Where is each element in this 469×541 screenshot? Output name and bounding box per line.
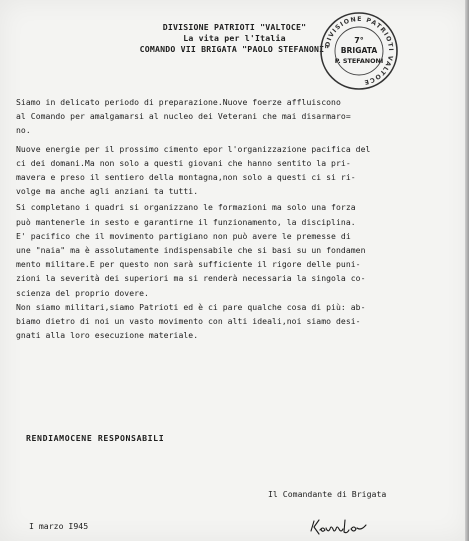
- stamp-stefanoni: P. STEFANONI: [334, 57, 384, 65]
- letterhead-command: COMANDO VII BRIGATA "PAOLO STEFANONI": [139, 44, 330, 54]
- body-line: mento militare.E per questo non sarà sufficiente il rigore delle puni-: [16, 259, 361, 270]
- body-line: Non siamo militari,siamo Patrioti ed è ci pare qualche cosa di più: ab-: [16, 301, 366, 312]
- paragraph-3: [16, 200, 440, 299]
- body-line: scienza del proprio dovere.: [16, 287, 149, 298]
- letterhead-division: DIVISIONE PATRIOTI "VALTOCE": [162, 22, 307, 32]
- letter-body: [16, 95, 440, 342]
- signature-title: Il Comandante di Brigata: [268, 489, 387, 499]
- body-line: no.: [16, 125, 31, 136]
- brigade-stamp: [318, 10, 400, 92]
- stamp-brigata: BRIGATA: [340, 46, 378, 55]
- paragraph-4: [16, 300, 440, 343]
- body-line: volge ma anche agli anziani ta tutti.: [16, 186, 199, 197]
- handwritten-signature: [308, 516, 368, 538]
- body-line: può mantenerle in sesto e garantirne il funzionamento, la disciplina.: [16, 216, 356, 227]
- stamp-ring-text: DIVISIONE PATRIOTI VALTOCE: [324, 15, 395, 86]
- paragraph-2: [16, 142, 440, 199]
- document-date: I marzo I945: [29, 521, 89, 531]
- body-line: gnati alla loro esecuzione materiale.: [16, 330, 199, 341]
- body-line: mavera e preso il sentiero della montagna,non solo a questi ci si ri-: [16, 172, 356, 183]
- body-line: E' pacifico che il movimento partigiano non può avere le premesse di: [16, 230, 351, 241]
- body-line: Si completano i quadri si organizzano le formazioni ma solo una forza: [16, 202, 356, 213]
- body-line: al Comando per amalgamarsi al nucleo dei Veterani che mai disarmaro=: [16, 111, 351, 122]
- paragraph-1: [16, 95, 440, 138]
- body-line: Siamo in delicato periodo di preparazione.Nuove foerze affluiscono: [16, 97, 341, 107]
- body-line: Nuove energie per il prossimo cimento epor l'organizzazione pacifica del: [16, 143, 371, 154]
- letterhead-motto: La vita per l'Italia: [183, 33, 286, 43]
- stamp-number: 7°: [354, 36, 364, 45]
- closing-slogan: RENDIAMOCENE RESPONSABILI: [26, 433, 165, 443]
- body-line: une "naia" ma è assolutamente indispensabile che si basi su un fondamen: [16, 245, 366, 256]
- body-line: zioni la severità dei superiori ma si renderà necessaria la singola co-: [16, 273, 366, 284]
- body-line: biamo dietro di noi un vasto movimento con alti ideali,noi siamo desi-: [16, 316, 361, 327]
- body-line: ci dei domani.Ma non solo a questi giovani che hanno sentito la pri-: [16, 157, 351, 168]
